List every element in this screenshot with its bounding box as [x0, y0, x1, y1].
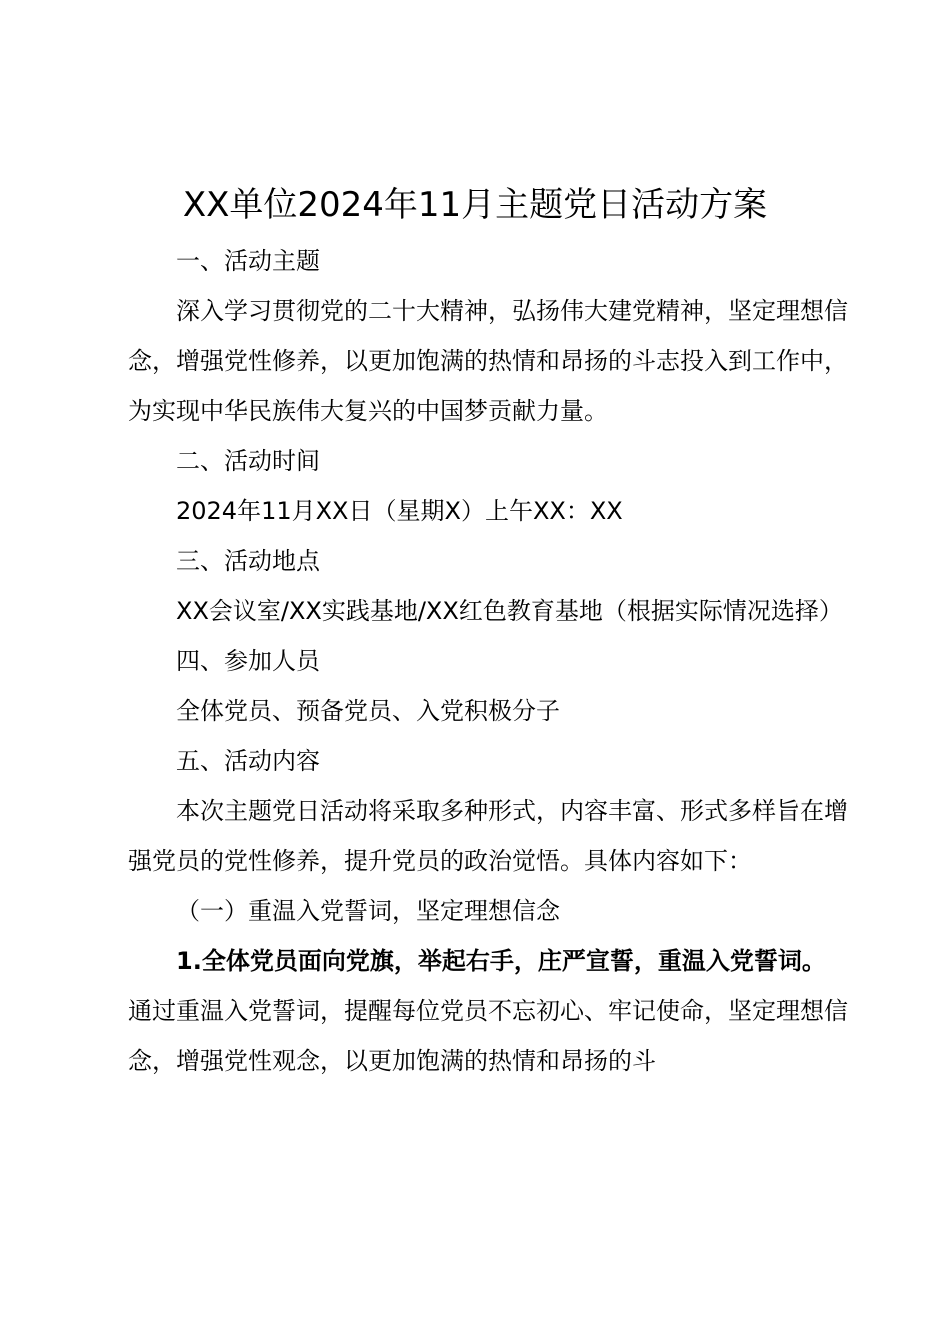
section-heading-content: 五、活动内容	[176, 747, 320, 775]
section-heading-participants: 四、参加人员	[176, 647, 320, 675]
section-heading-location: 三、活动地点	[176, 547, 320, 575]
section-body-time: 2024年11月XX日（星期X）上午XX：XX	[176, 497, 623, 525]
section-body-content: 本次主题党日活动将采取多种形式，内容丰富、形式多样旨在增强党员的党性修养，提升党员的政治觉悟。具体内容如下：	[128, 797, 848, 875]
section-body-location: XX会议室/XX实践基地/XX红色教育基地（根据实际情况选择）	[176, 597, 843, 625]
section-heading-theme: 一、活动主题	[176, 247, 320, 275]
section-body-participants: 全体党员、预备党员、入党积极分子	[176, 697, 560, 725]
document-body	[128, 236, 848, 1086]
subsection-heading-oath: （一）重温入党誓词，坚定理想信念	[176, 897, 560, 925]
document-title: XX单位2024年11月主题党日活动方案	[182, 185, 768, 225]
list-item-oath-text: 通过重温入党誓词，提醒每位党员不忘初心、牢记使命，坚定理想信念，增强党性观念，以更加饱满的热情和昂扬的斗	[128, 997, 848, 1075]
section-heading-time: 二、活动时间	[176, 447, 320, 475]
section-body-theme: 深入学习贯彻党的二十大精神，弘扬伟大建党精神，坚定理想信念，增强党性修养，以更加饱满的热情和昂扬的斗志投入到工作中，为实现中华民族伟大复兴的中国梦贡献力量。	[128, 297, 848, 425]
list-item-oath-lead: 1.全体党员面向党旗，举起右手，庄严宣誓，重温入党誓词。	[176, 947, 826, 975]
list-item-oath	[128, 936, 848, 1086]
